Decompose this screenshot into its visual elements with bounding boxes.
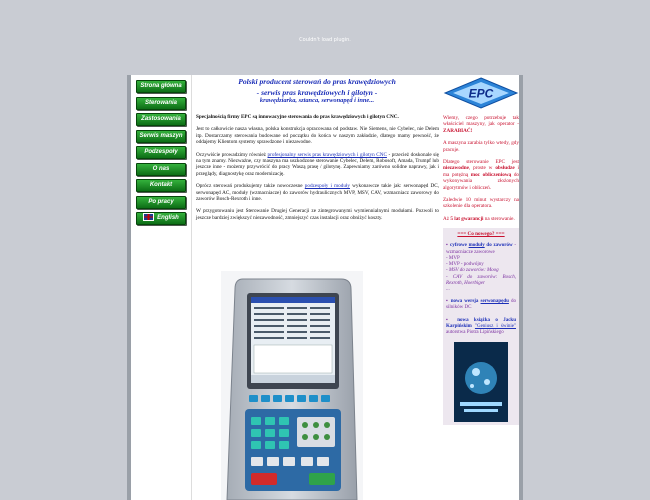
sidebar-text-reliable xyxy=(443,159,519,191)
nav-item-about[interactable]: O nas xyxy=(136,163,186,176)
cnc-controller-image xyxy=(221,271,363,500)
book-cover-image[interactable] xyxy=(454,342,508,422)
sidebar-p3-b2: obsłudze xyxy=(495,165,515,172)
news-item1-a: cyfrowe xyxy=(450,243,469,249)
servo-link[interactable]: serwonapędu xyxy=(480,299,509,305)
sidebar-p3-b3: moc obliczeniową xyxy=(470,171,512,178)
sidebar-text-works: A maszyna zarabia tylko wtedy, gdy pracuje. xyxy=(443,140,519,153)
page-container xyxy=(127,75,523,500)
news-list-2: - MSV do zaworów: Moog xyxy=(446,268,499,274)
page-subtitle: - serwis pras krawędziowych i gilotyn - xyxy=(256,88,378,97)
para2-text-a: Oczywiście prowadzimy również xyxy=(196,151,268,158)
sidebar-p1-b: ZARABIAĆ! xyxy=(443,127,473,134)
nav-english-label: English xyxy=(157,215,179,221)
intro-paragraph xyxy=(196,114,439,120)
sidebar-p3-d: i ma potężną xyxy=(443,165,519,178)
sidebar-p5-c: na sterowanie. xyxy=(483,215,515,222)
sidebar-p3-c: , proste w xyxy=(468,165,496,172)
nav-item-components[interactable]: Podzespoły xyxy=(136,146,186,159)
paragraph-second-generation: W przygotowaniu jest Sterowanie Drugiej Generacji ze zintegrowanymi wymiennialnymi modułami. Pozwoli to jeszcze bardziej zwiększyć niezawodność, zmniejszyć czas instalacji oraz obniżyć koszty. xyxy=(196,208,439,221)
news-item1-b: do zaworów xyxy=(484,243,513,249)
para3-text-a: Oprócz sterowań produkujemy także nowoczesne xyxy=(196,183,305,190)
sidebar-p3-b1: niezawodne xyxy=(443,165,469,172)
paragraph-service xyxy=(196,152,439,178)
page-title: Polski producent sterowań do pras krawędziowych xyxy=(238,77,396,86)
sidebar-p3-e: do wykonywania złożonych algorytmów i obliczeń. xyxy=(443,171,520,191)
news-list-tail: ... xyxy=(446,286,450,292)
left-navigation xyxy=(136,80,186,229)
news-box xyxy=(443,228,519,425)
book-link[interactable]: "Geniusz i świnie" xyxy=(474,323,516,329)
intro-bold-text: Specjalnością firmy EPC są innowacyjne sterowania do pras krawędziowych i gilotyn CNC. xyxy=(196,114,399,120)
nav-item-english[interactable] xyxy=(136,212,186,225)
news-bullet-3: ▪ xyxy=(446,317,452,323)
sidebar-p1-a: Wiemy, czego potrzebuje tak właściciel maszyny, jak operator - xyxy=(443,115,519,128)
news-item-servo xyxy=(446,299,516,311)
page-tagline: krawędziarka, sztanca, serwonapęd i inne... xyxy=(259,97,375,104)
sidebar-text-training: Zaledwie 10 minut wystarczy na szkolenie dla operatora. xyxy=(443,197,519,210)
plugin-error-message: Couldn't load plugin. xyxy=(299,37,351,43)
news-heading-text: === Co nowego? === xyxy=(457,231,505,238)
news-item3-b: autorstwa Piotra Lipińskiego xyxy=(446,329,504,335)
para3-text-b: wykonawcze takie jak: serwonapęd DC, serwonapęd AC, moduły (wzmacniacze) do zaworów hydraulicznych MVP, MSV, CAV, wzmacniacz zaworowy do zaworów Bosch-Rexroth i inne. xyxy=(196,183,440,203)
paragraph-components xyxy=(196,183,439,202)
sidebar-p5-a: Aż xyxy=(443,215,451,222)
right-sidebar xyxy=(443,75,519,425)
components-link[interactable]: podzespoły i moduły xyxy=(304,183,350,190)
nav-item-controls[interactable]: Sterowania xyxy=(136,97,186,110)
news-list-1: - MVP - podwójny xyxy=(446,262,484,268)
column-divider xyxy=(191,75,192,500)
sidebar-p3-a: Dlatego sterowanie EPC jest xyxy=(443,159,519,166)
news-list-3: - CAV do zaworów: Bosch, Rexroth, Hoerbiger xyxy=(446,274,516,286)
news-item2-b: do silników DC xyxy=(446,299,517,311)
nav-item-home[interactable]: Strona główna xyxy=(136,80,186,93)
nav-item-contact[interactable]: Kontakt xyxy=(136,179,186,192)
uk-flag-icon xyxy=(143,213,154,221)
para2-text-b: - przecież doskonale się na tym znamy. Niezważne, czy maszyna ma uszkodzone sterowanie Cybelec, Delem, Robosoft, Amada, Trumpf lub jeszcze inne - możemy przywrócić do pracy Waszą prasę / gilotynę. Zapewniamy zarówno solidne naprawy, jak i przeglądy, diagnostykę oraz modernizację. xyxy=(196,151,439,177)
epc-logo[interactable] xyxy=(443,76,519,110)
service-link[interactable]: profesjonalny serwis pras krawędziowych i gilotyn CNC xyxy=(267,151,387,158)
nav-item-applications[interactable]: Zastosowania xyxy=(136,113,186,126)
news-item-modules xyxy=(446,243,516,293)
news-item3-a: nowa książka o Jacku Karpińskim xyxy=(446,317,516,329)
news-bullet-2: ▪ xyxy=(446,299,449,305)
nav-item-service[interactable]: Serwis maszyn xyxy=(136,130,186,143)
news-item2-a: nowa wersja xyxy=(450,299,481,305)
news-list-0: - MVP xyxy=(446,255,460,261)
news-heading xyxy=(446,231,516,237)
news-bullet-1: ▪ xyxy=(446,243,449,249)
sidebar-text-warranty xyxy=(443,216,519,222)
modules-link[interactable]: moduły xyxy=(468,243,485,249)
main-content xyxy=(193,75,441,227)
paragraph-own-design: Jest to całkowicie nasza własna, polska konstrukcja opracowana od podstaw. Nie Siemens, nie Cybelec, nie Delem itp. Dostarczamy sterowania budowane od początku do końca w naszym zakładzie, dlatego mamy pewność, że oddajemy Klientom systemy sprawdzone i niezawodne. xyxy=(196,126,439,146)
sidebar-text-earn xyxy=(443,115,519,134)
news-item1-c: - wzmacniacze zaworowe xyxy=(446,243,517,255)
sidebar-p5-b: 5 lat gwarancji xyxy=(450,215,484,222)
nav-item-after-work[interactable]: Po pracy xyxy=(136,196,186,209)
news-item-book xyxy=(446,318,516,337)
logo-text: EPC xyxy=(468,86,494,101)
